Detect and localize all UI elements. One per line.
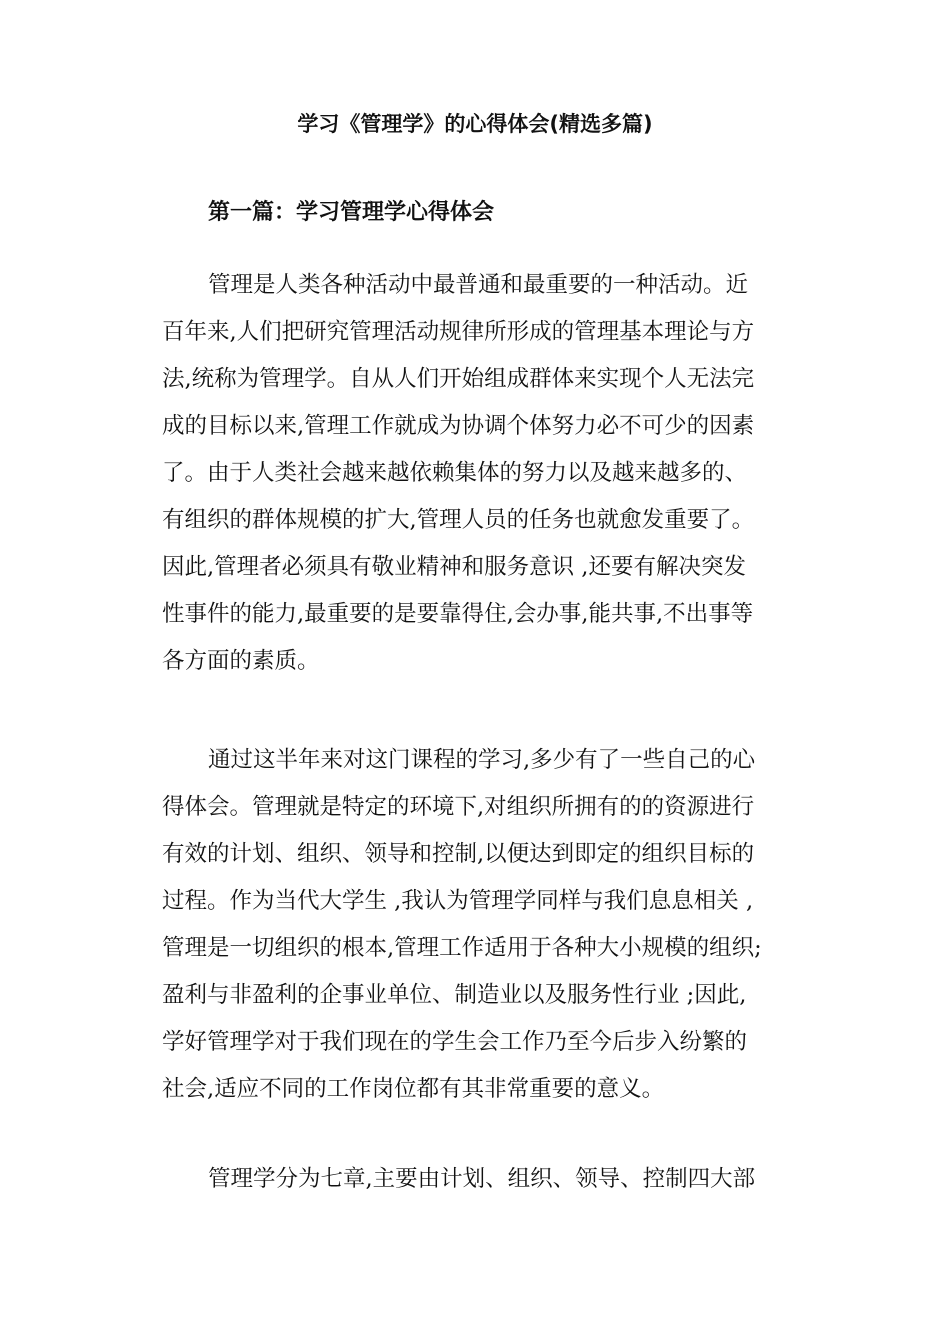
paragraph-line: 成的目标以来,管理工作就成为协调个体努力必不可少的因素 [162, 413, 755, 439]
paragraph-line: 管理学分为七章,主要由计划、组织、领导、控制四大部 [208, 1166, 756, 1192]
paragraph-2 [162, 737, 792, 1113]
paragraph-line: 学好管理学对于我们现在的学生会工作乃至今后步入纷繁的 [162, 1029, 748, 1055]
paragraph-line: 有组织的群体规模的扩大,管理人员的任务也就愈发重要了。 [162, 507, 755, 533]
paragraph-line: 了。由于人类社会越来越依赖集体的努力以及越来越多的、 [162, 460, 748, 486]
paragraph-line: 百年来,人们把研究管理活动规律所形成的管理基本理论与方 [162, 319, 755, 345]
paragraph-line: 因此,管理者必须具有敬业精神和服务意识 ,还要有解决突发 [162, 554, 746, 580]
document-title: 学习《管理学》的心得体会(精选多篇) [297, 112, 653, 136]
paragraph-line: 管理是一切组织的根本,管理工作适用于各种大小规模的组织; [162, 935, 762, 961]
paragraph-line: 管理是人类各种活动中最普通和最重要的一种活动。近 [208, 272, 749, 298]
paragraph-line: 通过这半年来对这门课程的学习,多少有了一些自己的心 [208, 747, 756, 773]
paragraph-line: 社会,适应不同的工作岗位都有其非常重要的意义。 [162, 1076, 665, 1102]
paragraph-line: 有效的计划、组织、领导和控制,以便达到即定的组织目标的 [162, 841, 755, 867]
paragraph-line: 法,统称为管理学。自从人们开始组成群体来实现个人无法完 [162, 366, 755, 392]
section-heading: 第一篇：学习管理学心得体会 [208, 199, 495, 225]
paragraph-line: 过程。作为当代大学生 ,我认为管理学同样与我们息息相关 , [162, 888, 754, 914]
paragraph-line: 性事件的能力,最重要的是要靠得住,会办事,能共事,不出事等 [162, 601, 754, 627]
paragraph-3 [162, 1156, 792, 1203]
paragraph-line: 得体会。管理就是特定的环境下,对组织所拥有的的资源进行 [162, 794, 755, 820]
paragraph-1 [162, 262, 792, 685]
paragraph-line: 各方面的素质。 [162, 648, 320, 674]
paragraph-line: 盈利与非盈利的企事业单位、制造业以及服务性行业 ;因此, [162, 982, 747, 1008]
